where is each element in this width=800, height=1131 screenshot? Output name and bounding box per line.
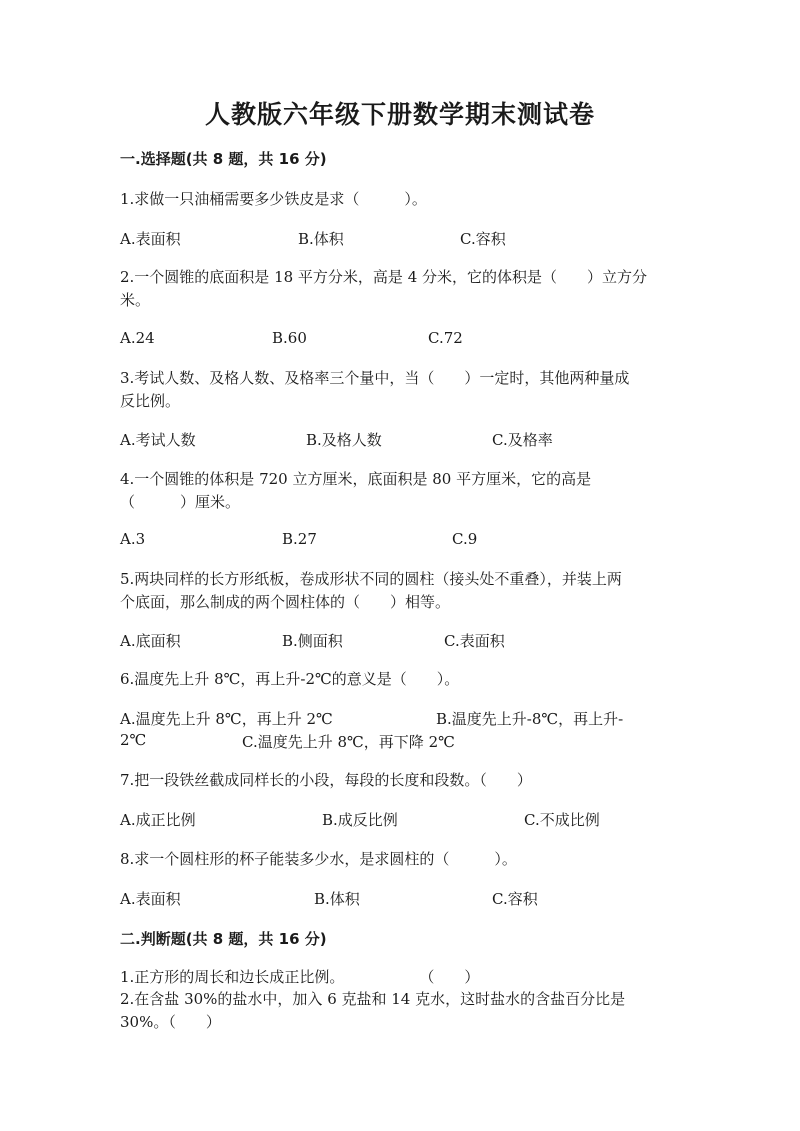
question-2-line1: 2.一个圆锥的底面积是 18 平方分米，高是 4 分米，它的体积是（ ）立方分	[120, 268, 648, 286]
q2-option-c: C.72	[428, 329, 463, 347]
question-5-line2: 个底面，那么制成的两个圆柱体的（ ）相等。	[120, 593, 451, 611]
q4-option-b: B.27	[282, 530, 317, 548]
q7-option-a: A.成正比例	[120, 811, 196, 829]
q6-option-b-continued: 2℃	[120, 731, 147, 749]
q6-option-a: A.温度先上升 8℃，再上升 2℃	[120, 710, 333, 728]
question-5	[120, 568, 622, 614]
question-8: 8.求一个圆柱形的杯子能装多少水，是求圆柱的（ ）。	[120, 850, 517, 868]
q3-option-b: B.及格人数	[306, 431, 382, 449]
judgement-item-1: 1.正方形的周长和边长成正比例。 （ ）	[120, 968, 480, 986]
q2-option-b: B.60	[272, 329, 307, 347]
question-6: 6.温度先上升 8℃，再上升-2℃的意义是（ ）。	[120, 670, 460, 688]
section-heading-judgement: 二.判断题(共 8 题，共 16 分)	[120, 930, 327, 948]
q7-option-b: B.成反比例	[322, 811, 398, 829]
question-4	[120, 468, 591, 514]
question-7: 7.把一段铁丝截成同样长的小段，每段的长度和段数。（ ）	[120, 771, 532, 789]
question-4-line2: （ ）厘米。	[120, 493, 241, 511]
q8-option-a: A.表面积	[120, 890, 181, 908]
question-3-line1: 3.考试人数、及格人数、及格率三个量中，当（ ）一定时，其他两种量成	[120, 369, 630, 387]
judgement-item-2-line2: 30%。（ ）	[120, 1013, 221, 1031]
q1-option-a: A.表面积	[120, 230, 181, 248]
judgement-item-2	[120, 988, 625, 1034]
q3-option-c: C.及格率	[492, 431, 553, 449]
question-2-line2: 米。	[120, 291, 151, 309]
q4-option-a: A.3	[120, 530, 146, 548]
exam-title: 人教版六年级下册数学期末测试卷	[204, 100, 595, 129]
q5-option-c: C.表面积	[444, 632, 505, 650]
question-5-line1: 5.两块同样的长方形纸板，卷成形状不同的圆柱（接头处不重叠），并装上两	[120, 570, 622, 588]
section-heading-choice: 一.选择题(共 8 题，共 16 分)	[120, 150, 327, 168]
q1-option-c: C.容积	[460, 230, 506, 248]
q6-option-b: B.温度先上升-8℃，再上升-	[436, 710, 624, 728]
q5-option-b: B.侧面积	[282, 632, 343, 650]
judgement-item-2-line1: 2.在含盐 30%的盐水中，加入 6 克盐和 14 克水，这时盐水的含盐百分比是	[120, 990, 626, 1008]
question-1: 1.求做一只油桶需要多少铁皮是求（ ）。	[120, 190, 427, 208]
q2-option-a: A.24	[120, 329, 155, 347]
question-4-line1: 4.一个圆锥的体积是 720 立方厘米，底面积是 80 平方厘米，它的高是	[120, 470, 592, 488]
q7-option-c: C.不成比例	[524, 811, 600, 829]
q3-option-a: A.考试人数	[120, 431, 196, 449]
q1-option-b: B.体积	[298, 230, 344, 248]
q8-option-b: B.体积	[314, 890, 360, 908]
q8-option-c: C.容积	[492, 890, 538, 908]
q4-option-c: C.9	[452, 530, 478, 548]
question-3-line2: 反比例。	[120, 392, 181, 410]
q5-option-a: A.底面积	[120, 632, 181, 650]
question-2	[120, 266, 647, 312]
question-3	[120, 367, 629, 413]
q6-option-c: C.温度先上升 8℃，再下降 2℃	[242, 733, 455, 751]
